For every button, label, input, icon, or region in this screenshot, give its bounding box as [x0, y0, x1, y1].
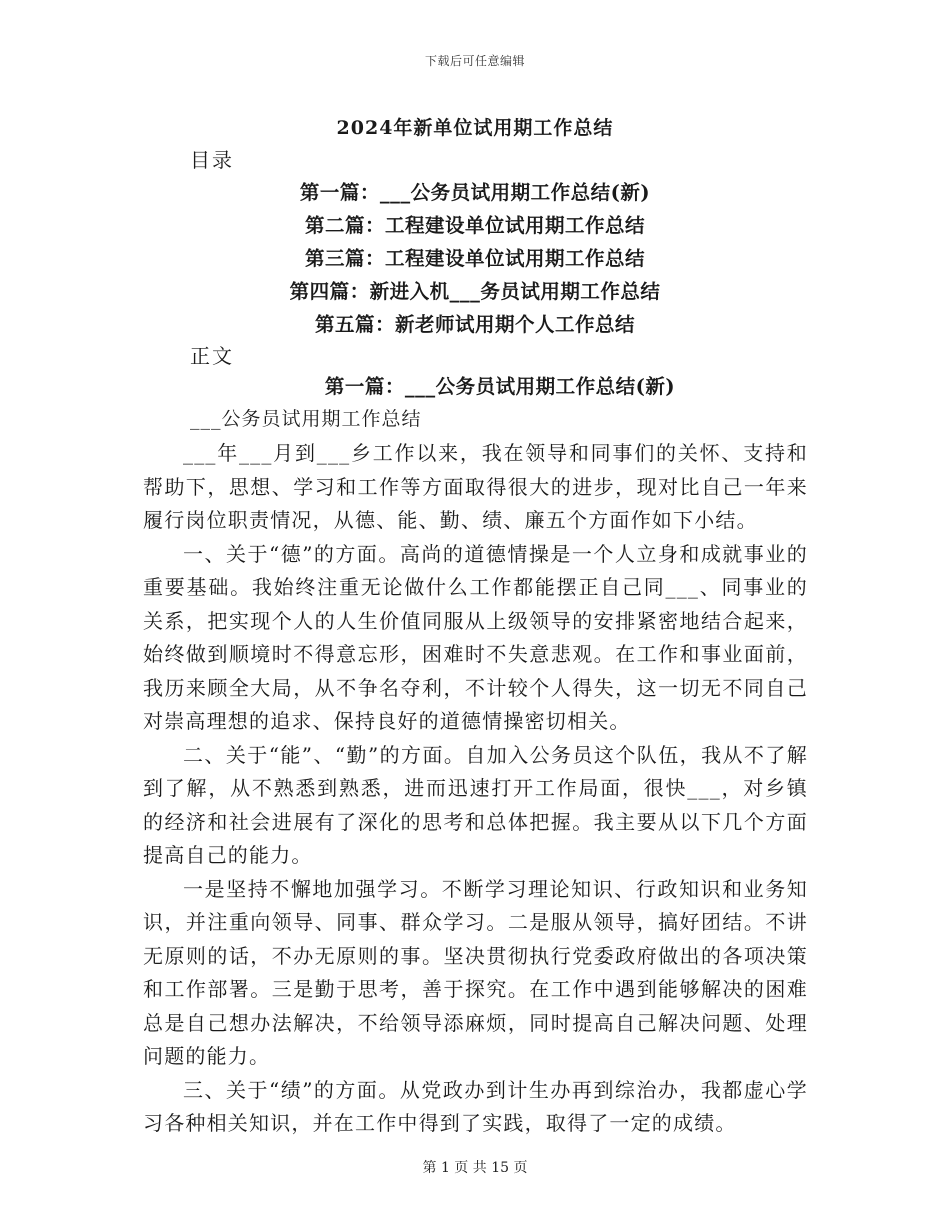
toc-label: 目录 — [190, 148, 234, 172]
toc-item[interactable]: 第五篇：新老师试用期个人工作总结 — [314, 313, 635, 336]
chapter-subtitle: ___公务员试用期工作总结 — [190, 408, 422, 430]
table-of-contents — [0, 176, 950, 341]
body-label: 正文 — [190, 344, 234, 368]
body-paragraph: 二、关于“能”、“勤”的方面。自加入公务员这个队伍，我从不了解到了解，从不熟悉到熟悉，进而迅速打开工作局面，很快___，对乡镇的经济和社会进展有了深化的思考和总体把握。我主要从以下几个方面提高自己的能力。 — [143, 742, 808, 867]
chapter-heading: 第一篇：___公务员试用期工作总结(新) — [324, 375, 676, 398]
body-paragraph: 一是坚持不懈地加强学习。不断学习理论知识、行政知识和业务知识，并注重向领导、同事、群众学习。二是服从领导，搞好团结。不讲无原则的话，不办无原则的事。坚决贯彻执行党委政府做出的各项决策和工作部署。三是勤于思考，善于探究。在工作中遇到能够解决的困难总是自己想办法解决，不给领导添麻烦，同时提高自己解决问题、处理问题的能力。 — [143, 876, 808, 1068]
body-paragraph: 一、关于“德”的方面。高尚的道德情操是一个人立身和成就事业的重要基础。我始终注重无论做什么工作都能摆正自己同___、同事业的关系，把实现个人的人生价值同服从上级领导的安排紧密地结合起来，始终做到顺境时不得意忘形，困难时不失意悲观。在工作和事业面前，我历来顾全大局，从不争名夺利，不计较个人得失，这一切无不同自己对崇高理想的追求、保持良好的道德情操密切相关。 — [143, 541, 808, 733]
toc-item[interactable]: 第三篇：工程建设单位试用期工作总结 — [304, 247, 645, 270]
document-title: 2024年新单位试用期工作总结 — [336, 117, 614, 139]
body-paragraph: ___年___月到___乡工作以来，我在领导和同事们的关怀、支持和帮助下，思想、学习和工作等方面取得很大的进步，现对比自己一年来履行岗位职责情况，从德、能、勤、绩、廉五个方面作如下小结。 — [143, 441, 808, 532]
header-note: 下载后可任意编辑 — [424, 54, 525, 68]
page-footer: 第 1 页 共 15 页 — [422, 1160, 528, 1176]
body-paragraph: 三、关于“绩”的方面。从党政办到计生办再到综治办，我都虚心学习各种相关知识，并在工作中得到了实践，取得了一定的成绩。 — [143, 1077, 808, 1135]
toc-item[interactable]: 第二篇：工程建设单位试用期工作总结 — [304, 214, 645, 237]
toc-item[interactable]: 第一篇：___公务员试用期工作总结(新) — [299, 181, 651, 204]
body-text — [143, 437, 808, 1141]
toc-item[interactable]: 第四篇：新进入机___务员试用期工作总结 — [289, 280, 661, 303]
